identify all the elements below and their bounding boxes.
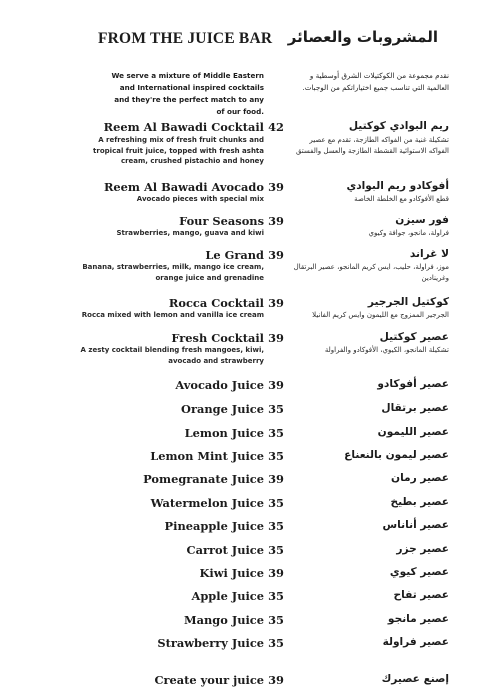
item-name-ar: ريم البوادي كوكتيل	[348, 120, 449, 132]
item-price: 35	[268, 636, 284, 650]
item-desc-ar: قطع الأفوكادو مع الخلطة الخاصة	[354, 195, 449, 203]
item-name-ar: عصير فراولة	[382, 636, 449, 648]
item-name-en: Carrot Juice	[186, 543, 264, 557]
item-price: 39	[268, 673, 284, 687]
item-name-ar: عصير ليمون بالنعناع	[344, 449, 449, 461]
item-desc-ar: تشكيلة غنية من الفواكه الطازجة، تقدم مع عصير الفواكه الاستوائية القشطة الطازجة والعسل والفستق	[295, 136, 449, 155]
item-name-en: Mango Juice	[184, 613, 264, 627]
item-price: 39	[268, 472, 284, 486]
item-price: 35	[268, 519, 284, 533]
item-name-en: Reem Al Bawadi Cocktail	[103, 120, 264, 134]
item-name-ar: عصير برتقال	[381, 402, 449, 414]
intro-text-en: We serve a mixture of Middle Eastern and International inspired cocktails and they're the perfect match to any of our food.	[111, 71, 264, 116]
item-name-ar: عصير أناناس	[382, 519, 449, 531]
item-name-en: Rocca Cocktail	[168, 296, 264, 310]
item-name-en: Create your juice	[154, 673, 264, 687]
item-name-ar: عصير رمان	[391, 472, 449, 484]
item-name-ar: عصير جزر	[396, 543, 449, 555]
item-name-ar: عصير بطيخ	[390, 496, 449, 508]
item-name-en: Fresh Cocktail	[171, 331, 264, 345]
item-price: 35	[268, 613, 284, 627]
item-name-en: Reem Al Bawadi Avocado	[103, 180, 264, 194]
item-name-en: Avocado Juice	[175, 378, 264, 392]
menu-header-ar: المشروبات والعصائر	[287, 28, 438, 46]
menu-header-en: FROM THE JUICE BAR	[98, 30, 273, 47]
item-price: 39	[268, 180, 284, 194]
item-price: 39	[268, 296, 284, 310]
intro-text-ar: نقدم مجموعة من الكوكتيلات الشرق أوسطية و العالمية التي تناسب جميع اختياراتكم من الوجبات.	[302, 71, 449, 92]
item-price: 42	[268, 120, 284, 134]
item-name-ar: عصير الليمون	[377, 426, 449, 438]
item-name-ar: عصير تفاح	[393, 589, 449, 601]
item-price: 39	[268, 248, 284, 262]
item-name-en: Lemon Mint Juice	[150, 449, 264, 463]
item-name-ar: كوكتيل الجرجير	[367, 296, 449, 308]
item-price: 35	[268, 449, 284, 463]
item-name-en: Kiwi Juice	[199, 566, 264, 580]
item-name-ar: عصير كوكتيل	[379, 331, 449, 343]
item-name-en: Pomegranate Juice	[143, 472, 264, 486]
item-price: 39	[268, 331, 284, 345]
item-name-ar: عصير مانجو	[387, 613, 449, 625]
item-name-en: Orange Juice	[181, 402, 264, 416]
item-desc-en: Avocado pieces with special mix	[136, 195, 264, 203]
item-price: 35	[268, 589, 284, 603]
item-name-en: Lemon Juice	[184, 426, 264, 440]
item-name-en: Le Grand	[205, 248, 264, 262]
item-name-en: Watermelon Juice	[150, 496, 264, 510]
item-price: 39	[268, 378, 284, 392]
item-name-ar: أفوكادو ريم البوادي	[346, 180, 449, 192]
item-desc-en: A refreshing mix of fresh fruit chunks and tropical fruit juice, topped with fresh ashta cream, crushed pistachio and honey	[93, 136, 264, 166]
item-price: 35	[268, 426, 284, 440]
item-name-ar: عصير أفوكادو	[377, 378, 449, 390]
item-price: 39	[268, 566, 284, 580]
item-name-ar: لا غراند	[409, 248, 449, 260]
item-desc-en: Strawberries, mango, guava and kiwi	[116, 229, 264, 237]
item-desc-ar: فراولة، مانجو، جوافة وكيوي	[368, 229, 449, 237]
item-name-en: Pineapple Juice	[164, 519, 264, 533]
item-name-en: Four Seasons	[179, 214, 264, 228]
item-price: 35	[268, 496, 284, 510]
item-desc-ar: موز، فراولة، حليب، ايس كريم المانجو، عصير البرتقال وغرينادين	[293, 263, 449, 282]
item-desc-ar: الجرجير الممزوج مع الليمون وايس كريم الفانيلا	[312, 311, 449, 319]
item-desc-en: Rocca mixed with lemon and vanilla ice cream	[81, 311, 264, 319]
item-name-en: Strawberry Juice	[157, 636, 264, 650]
item-desc-ar: تشكيلة المانجو، الكيوي، الأفوكادو والفراولة	[324, 346, 449, 354]
item-price: 39	[268, 214, 284, 228]
item-name-ar: عصير كيوي	[389, 566, 449, 578]
item-name-ar: إصنع عصيرك	[381, 673, 449, 685]
item-price: 35	[268, 543, 284, 557]
item-price: 35	[268, 402, 284, 416]
item-desc-en: A zesty cocktail blending fresh mangoes, kiwi, avocado and strawberry	[80, 346, 264, 365]
item-desc-en: Banana, strawberries, milk, mango ice cream, orange juice and grenadine	[82, 263, 264, 282]
item-name-en: Apple Juice	[191, 589, 264, 603]
item-name-ar: فور سيزن	[395, 214, 449, 226]
